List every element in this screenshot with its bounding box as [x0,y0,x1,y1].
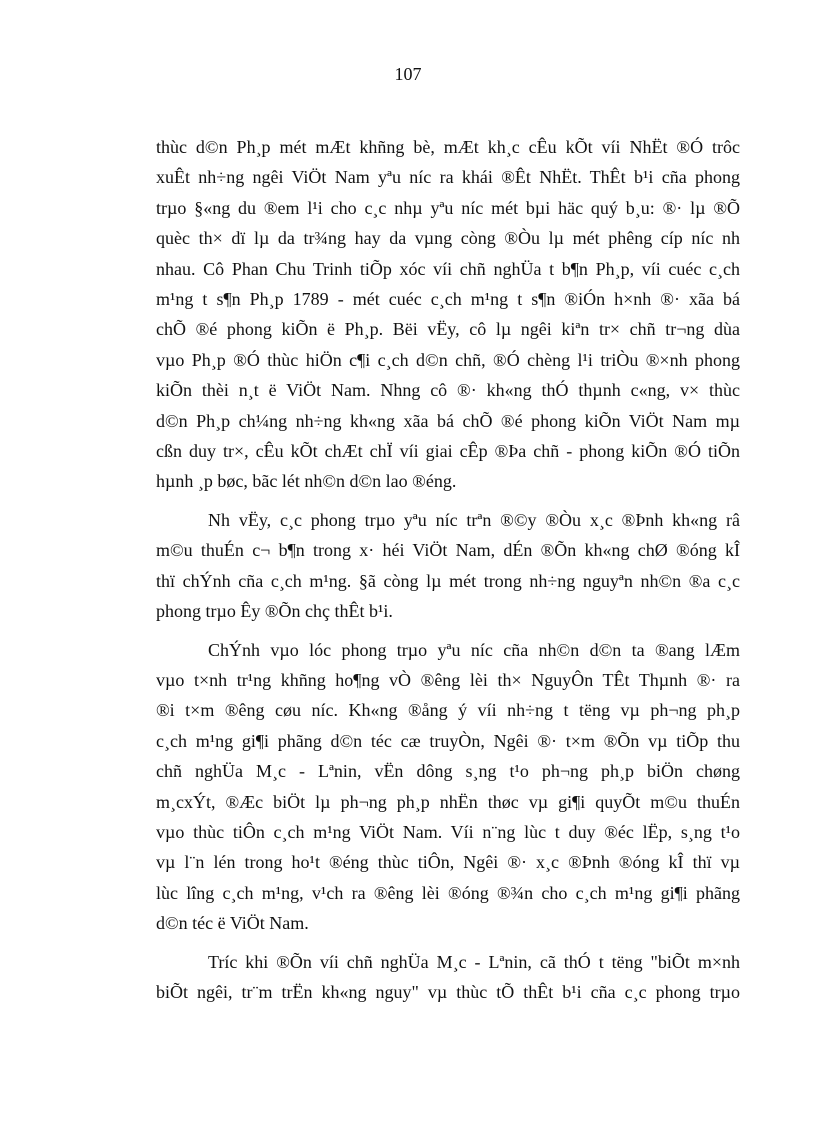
text-line: thï chÝnh cña c¸ch m¹ng. §ã còng lµ mét trong nh÷ng nguyªn nh©n ®a c¸c [156,570,740,591]
text-line: c¸ch m¹ng gi¶i phãng d©n téc cæ truyÒn, Ngêi ®· t×m ®Õn vµ tiÕp thu [156,730,740,751]
paragraph-1 [156,132,740,497]
document-body [156,132,740,1007]
text-line: Nh vËy, c¸c phong trµo yªu níc trªn ®©y ®Òu x¸c ®Þnh kh«ng râ [208,509,740,530]
text-line: d©n téc ë ViÖt Nam. [156,913,309,934]
text-line: phong trµo Êy ®Õn chç thÊt b¹i. [156,601,393,622]
text-line: xuÊt nh÷ng ngêi ViÖt Nam yªu níc ra khái ®Êt NhËt. ThÊt b¹i cña phong [156,167,740,188]
text-line: ChÝnh vµo lóc phong trµo yªu níc cña nh©n d©n ta ®ang lÆm [208,639,740,660]
text-line: kiÕn thèi n¸t ë ViÖt Nam. Nhng cô ®· kh«ng thÓ thµnh c«ng, v× thùc [156,380,740,401]
text-line: d©n Ph¸p ch¼ng nh÷ng kh«ng xãa bá chÕ ®é phong kiÕn ViÖt Nam mµ [156,410,740,431]
text-line: hµnh ¸p bøc, bãc lét nh©n d©n lao ®éng. [156,471,457,492]
text-line: Tríc khi ®Õn víi chñ nghÜa M¸c - Lªnin, cã thÓ t tëng "biÕt m×nh [208,951,740,972]
text-line: nhau. Cô Phan Chu Trinh tiÕp xóc víi chñ nghÜa t b¶n Ph¸p, víi cuéc c¸ch [156,258,740,279]
text-line: lùc lîng c¸ch m¹ng, v¹ch ra ®êng lèi ®óng ®¾n cho c¸ch m¹ng gi¶i phãng [156,882,740,903]
text-line: m©u thuÉn c¬ b¶n trong x· héi ViÖt Nam, dÉn ®Õn kh«ng chØ ®óng kÎ [156,540,740,561]
text-line: trµo §«ng du ®em l¹i cho c¸c nhµ yªu níc mét bµi häc quý b¸u: ®· lµ ®Õ [156,197,740,218]
text-line: vµo Ph¸p ®Ó thùc hiÖn c¶i c¸ch d©n chñ, ®Ó chèng l¹i triÒu ®×nh phong [156,349,740,370]
text-line: quèc th× dï lµ da tr¾ng hay da vµng còng ®Òu lµ mét phêng cíp níc nh [156,228,740,249]
text-line: chÕ ®é phong kiÕn ë Ph¸p. Bëi vËy, cô lµ ngêi kiªn tr× chñ tr¬ng dùa [156,319,740,340]
paragraph-3 [156,635,740,939]
text-line: vµo thùc tiÔn c¸ch m¹ng ViÖt Nam. Víi n¨ng lùc t duy ®éc lËp, s¸ng t¹o [156,821,740,842]
page-number: 107 [394,64,422,84]
text-line: vµ l¨n lén trong ho¹t ®éng thùc tiÔn, Ngêi ®· x¸c ®Þnh ®óng kÎ thï vµ [156,852,740,873]
text-line: chñ nghÜa M¸c - Lªnin, vËn dông s¸ng t¹o ph¬ng ph¸p biÖn chøng [156,761,740,782]
text-line: cßn duy tr×, cÊu kÕt chÆt chÏ víi giai cÊp ®Þa chñ - phong kiÕn ®Ó tiÕn [156,441,740,462]
text-line: thùc d©n Ph¸p mét mÆt khñng bè, mÆt kh¸c cÊu kÕt víi NhËt ®Ó trôc [156,137,740,157]
text-line: vµo t×nh tr¹ng khñng ho¶ng vÒ ®êng lèi th× NguyÔn TÊt Thµnh ®· ra [156,669,740,690]
paragraph-4 [156,947,740,1008]
text-line: ®i t×m ®êng cøu níc. Kh«ng ®ång ý víi nh÷ng t tëng vµ ph¬ng ph¸p [156,700,740,721]
paragraph-2 [156,505,740,627]
text-line: biÕt ngêi, tr¨m trËn kh«ng nguy" vµ thùc tÕ thÊt b¹i cña c¸c phong trµo [156,981,740,1002]
text-line: m¸cxÝt, ®Æc biÖt lµ ph¬ng ph¸p nhËn thøc vµ gi¶i quyÕt m©u thuÉn [156,791,740,812]
text-line: m¹ng t s¶n Ph¸p 1789 - mét cuéc c¸ch m¹ng t s¶n ®iÓn h×nh ®· xãa bá [156,289,740,310]
